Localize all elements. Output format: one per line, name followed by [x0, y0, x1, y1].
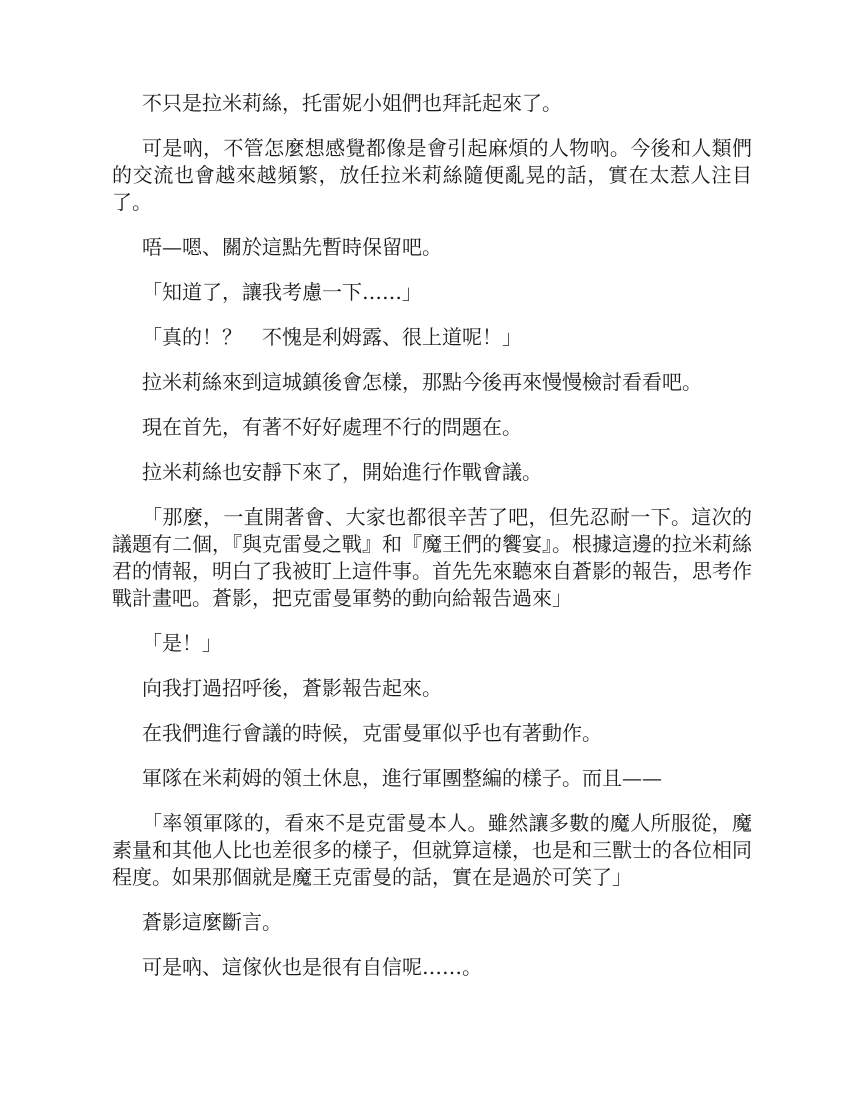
paragraph: 可是吶、這傢伙也是很有自信呢……。	[142, 955, 482, 979]
paragraph: 在我們進行會議的時候，克雷曼軍似乎也有著動作。	[142, 721, 602, 745]
paragraph: 現在首先，有著不好好處理不行的問題在。	[142, 415, 522, 439]
paragraph: 唔—嗯、關於這點先暫時保留吧。	[142, 235, 442, 259]
paragraph: 「那麼，一直開著會、大家也都很辛苦了吧，但先忍耐一下。這次的議題有二個，『與克雷曼之戰』和『魔王們的饗宴』。根據這邊的拉米莉絲君的情報，明白了我被盯上這件事。首先先來聽來自蒼影的報告，思考作戰計畫吧。蒼影，把克雷曼軍勢的動向給報告過來」	[112, 505, 752, 610]
paragraph: 拉米莉絲來到這城鎮後會怎樣，那點今後再來慢慢檢討看看吧。	[142, 370, 702, 394]
paragraph: 「是！」	[142, 631, 222, 655]
paragraph: 蒼影這麼斷言。	[142, 910, 282, 934]
paragraph: 可是吶，不管怎麼想感覺都像是會引起麻煩的人物吶。今後和人類們的交流也會越來越頻繁，放任拉米莉絲隨便亂晃的話，實在太惹人注目了。	[112, 136, 752, 214]
paragraph: 向我打過招呼後，蒼影報告起來。	[142, 676, 442, 700]
text-body	[112, 90, 752, 999]
paragraph: 「率領軍隊的，看來不是克雷曼本人。雖然讓多數的魔人所服從，魔素量和其他人比也差很多的樣子，但就算這樣，也是和三獸士的各位相同程度。如果那個就是魔王克雷曼的話，實在是過於可笑了」	[112, 811, 752, 889]
paragraph: 不只是拉米莉絲，托雷妮小姐們也拜託起來了。	[142, 91, 562, 115]
paragraph: 拉米莉絲也安靜下來了，開始進行作戰會議。	[142, 460, 542, 484]
paragraph: 「真的！？ 不愧是利姆露、很上道呢！」	[142, 325, 522, 349]
paragraph: 「知道了，讓我考慮一下……」	[142, 280, 422, 304]
paragraph: 軍隊在米莉姆的領土休息，進行軍團整編的樣子。而且——	[142, 766, 662, 790]
